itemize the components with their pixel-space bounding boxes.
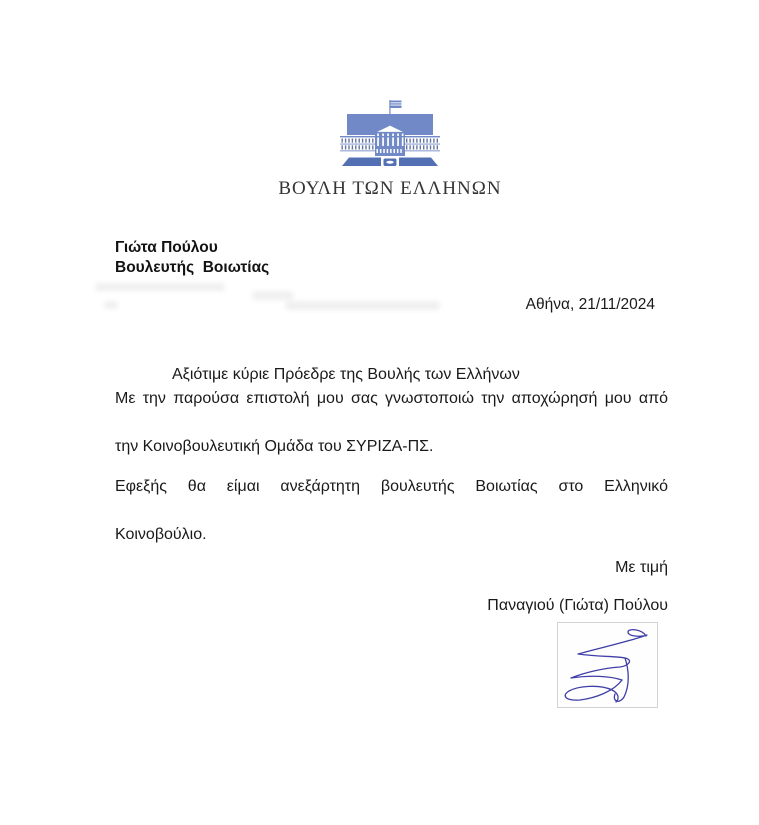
redacted-area — [95, 283, 225, 291]
sender-title: Βουλευτής Βοιωτίας — [115, 259, 270, 276]
closing-block — [487, 556, 668, 618]
signature-image — [557, 622, 658, 708]
org-name: ΒΟΥΛΗ ΤΩΝ ΕΛΛΗΝΩΝ — [278, 178, 502, 199]
handwritten-signature-icon — [558, 623, 657, 707]
redacted-area — [285, 301, 440, 310]
body-line: Με την παρούσα επιστολή μου σας γνωστοποιώ την αποχώρησή μου από — [115, 390, 668, 407]
valediction: Με τιμή — [615, 559, 668, 576]
letter-body — [115, 363, 668, 547]
sender-name: Γιώτα Πούλου — [115, 239, 218, 256]
body-line: την Κοινοβουλευτική Ομάδα του ΣΥΡΙΖΑ-ΠΣ. — [115, 438, 434, 455]
letterhead — [0, 99, 759, 200]
sender-block — [115, 238, 269, 278]
date-line: Αθήνα, 21/11/2024 — [525, 296, 655, 313]
redacted-area — [104, 301, 118, 309]
parliament-building-logo-icon — [340, 99, 440, 167]
signatory-name: Παναγιού (Γιώτα) Πούλου — [487, 597, 668, 614]
body-line: Κοινοβούλιο. — [115, 526, 207, 543]
paragraph-1 — [115, 363, 668, 459]
salutation-line: Αξιότιμε κύριε Πρόεδρε της Βουλής των Ελλήνων — [172, 366, 520, 383]
body-line: Εφεξής θα είμαι ανεξάρτητη βουλευτής Βοιωτίας στο Ελληνικό — [115, 478, 668, 495]
paragraph-2 — [115, 475, 668, 547]
redacted-area — [252, 291, 294, 300]
